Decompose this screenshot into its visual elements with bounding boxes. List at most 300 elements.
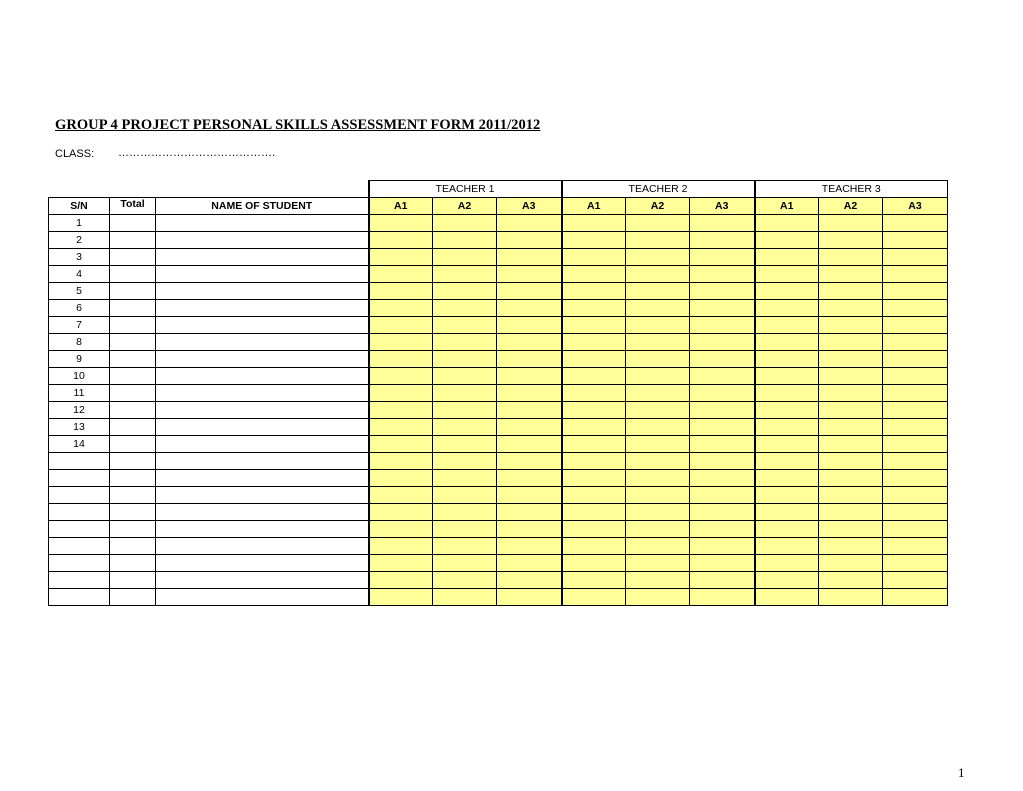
teacher-2-a1-score-cell[interactable]	[562, 402, 626, 419]
row-number	[49, 572, 110, 589]
student-name-cell[interactable]	[156, 300, 369, 317]
table-row	[49, 402, 948, 419]
teacher-2-a2-score-cell[interactable]	[626, 334, 690, 351]
teacher-3-a3-score-cell[interactable]	[883, 368, 948, 385]
teacher-3-a3-score-cell[interactable]	[883, 555, 948, 572]
teacher-2-a3-score-cell[interactable]	[690, 538, 755, 555]
table-row	[49, 538, 948, 555]
table-row	[49, 385, 948, 402]
teacher-2-a2-score-cell[interactable]	[626, 538, 690, 555]
teacher-3-a2-score-cell[interactable]	[819, 385, 883, 402]
teacher-2-a3-score-cell[interactable]	[690, 504, 755, 521]
teacher-3-a1-score-cell[interactable]	[755, 572, 819, 589]
header-spacer	[49, 181, 369, 198]
teacher-3-a2-score-cell[interactable]	[819, 589, 883, 606]
teacher-3-a1-score-cell[interactable]	[755, 589, 819, 606]
teacher-2-a3-score-cell[interactable]	[690, 283, 755, 300]
teacher-3-a1-score-cell[interactable]	[755, 283, 819, 300]
teacher-2-a3-score-cell[interactable]	[690, 215, 755, 232]
teacher-2-a1-score-cell[interactable]	[562, 504, 626, 521]
teacher-1-a1-score-cell[interactable]	[369, 215, 433, 232]
teacher-2-a2-score-cell[interactable]	[626, 266, 690, 283]
teacher-2-a2-score-cell[interactable]	[626, 470, 690, 487]
t3-a1-header: A1	[755, 198, 819, 215]
teacher-2-a1-score-cell[interactable]	[562, 283, 626, 300]
teacher-3-a2-score-cell[interactable]	[819, 215, 883, 232]
teacher-3-a1-score-cell[interactable]	[755, 470, 819, 487]
teacher-3-a2-score-cell[interactable]	[819, 487, 883, 504]
total-cell[interactable]	[110, 317, 156, 334]
teacher-3-a2-score-cell[interactable]	[819, 351, 883, 368]
teacher-2-a2-score-cell[interactable]	[626, 368, 690, 385]
total-cell[interactable]	[110, 385, 156, 402]
student-name-cell[interactable]	[156, 538, 369, 555]
total-cell[interactable]	[110, 521, 156, 538]
teacher-1-a3-score-cell[interactable]	[497, 589, 562, 606]
total-cell[interactable]	[110, 283, 156, 300]
teacher-2-a2-score-cell[interactable]	[626, 402, 690, 419]
teacher-1-a3-score-cell[interactable]	[497, 283, 562, 300]
teacher-2-a2-score-cell[interactable]	[626, 317, 690, 334]
teacher-1-a1-score-cell[interactable]	[369, 470, 433, 487]
student-name-cell[interactable]	[156, 266, 369, 283]
table-row	[49, 215, 948, 232]
teacher-1-a1-score-cell[interactable]	[369, 351, 433, 368]
student-name-cell[interactable]	[156, 470, 369, 487]
total-cell[interactable]	[110, 419, 156, 436]
student-rows	[49, 215, 948, 606]
teacher-2-a2-score-cell[interactable]	[626, 487, 690, 504]
teacher-2-a2-score-cell[interactable]	[626, 504, 690, 521]
student-name-cell[interactable]	[156, 283, 369, 300]
teacher-2-a3-score-cell[interactable]	[690, 487, 755, 504]
sn-header: S/N	[49, 198, 110, 215]
row-number	[49, 538, 110, 555]
row-number: 10	[49, 368, 110, 385]
student-name-cell[interactable]	[156, 487, 369, 504]
teacher-1-a2-score-cell[interactable]	[433, 300, 497, 317]
teacher-2-a2-score-cell[interactable]	[626, 283, 690, 300]
teacher-1-a1-score-cell[interactable]	[369, 453, 433, 470]
teacher-2-a1-score-cell[interactable]	[562, 300, 626, 317]
total-cell[interactable]	[110, 334, 156, 351]
student-name-cell[interactable]	[156, 351, 369, 368]
teacher-2-a3-score-cell[interactable]	[690, 266, 755, 283]
teacher-3-a2-score-cell[interactable]	[819, 283, 883, 300]
teacher-2-a1-score-cell[interactable]	[562, 470, 626, 487]
student-name-cell[interactable]	[156, 521, 369, 538]
teacher-2-a1-score-cell[interactable]	[562, 521, 626, 538]
table-row	[49, 572, 948, 589]
row-number: 8	[49, 334, 110, 351]
teacher-3-a1-score-cell[interactable]	[755, 453, 819, 470]
teacher-3-a3-score-cell[interactable]	[883, 504, 948, 521]
student-name-cell[interactable]	[156, 368, 369, 385]
teacher-3-a1-score-cell[interactable]	[755, 555, 819, 572]
total-cell[interactable]	[110, 589, 156, 606]
table-row	[49, 300, 948, 317]
teacher-3-a1-score-cell[interactable]	[755, 215, 819, 232]
teacher-3-a1-score-cell[interactable]	[755, 232, 819, 249]
teacher-1-a1-score-cell[interactable]	[369, 385, 433, 402]
row-number	[49, 487, 110, 504]
teacher-3-a1-score-cell[interactable]	[755, 334, 819, 351]
teacher-1-a3-score-cell[interactable]	[497, 215, 562, 232]
teacher-1-a2-score-cell[interactable]	[433, 589, 497, 606]
table-row	[49, 470, 948, 487]
teacher-3-a3-score-cell[interactable]	[883, 334, 948, 351]
teacher-2-a3-score-cell[interactable]	[690, 368, 755, 385]
teacher-1-a3-score-cell[interactable]	[497, 317, 562, 334]
teacher-1-a3-score-cell[interactable]	[497, 402, 562, 419]
total-cell[interactable]	[110, 436, 156, 453]
teacher-1-a3-score-cell[interactable]	[497, 419, 562, 436]
teacher-2-a2-score-cell[interactable]	[626, 300, 690, 317]
teacher-2-a2-score-cell[interactable]	[626, 419, 690, 436]
teacher-2-a1-score-cell[interactable]	[562, 589, 626, 606]
row-number: 12	[49, 402, 110, 419]
total-cell[interactable]	[110, 572, 156, 589]
table-row	[49, 334, 948, 351]
teacher-1-a2-score-cell[interactable]	[433, 402, 497, 419]
teacher-1-a2-score-cell[interactable]	[433, 385, 497, 402]
teacher-3-a3-score-cell[interactable]	[883, 453, 948, 470]
teacher-1-a2-score-cell[interactable]	[433, 266, 497, 283]
teacher-2-a2-score-cell[interactable]	[626, 589, 690, 606]
teacher-3-a2-score-cell[interactable]	[819, 232, 883, 249]
teacher-1-a1-score-cell[interactable]	[369, 402, 433, 419]
teacher-2-a3-score-cell[interactable]	[690, 572, 755, 589]
teacher-3-a2-score-cell[interactable]	[819, 521, 883, 538]
teacher-2-a1-score-cell[interactable]	[562, 385, 626, 402]
teacher-3-a2-score-cell[interactable]	[819, 317, 883, 334]
teacher-3-a2-score-cell[interactable]	[819, 334, 883, 351]
teacher-2-a1-score-cell[interactable]	[562, 232, 626, 249]
teacher-1-a2-score-cell[interactable]	[433, 521, 497, 538]
teacher-1-a1-score-cell[interactable]	[369, 555, 433, 572]
teacher-2-a1-score-cell[interactable]	[562, 368, 626, 385]
teacher-3-a1-score-cell[interactable]	[755, 351, 819, 368]
teacher-3-a3-score-cell[interactable]	[883, 538, 948, 555]
teacher-3-a2-score-cell[interactable]	[819, 538, 883, 555]
teacher-2-a3-score-cell[interactable]	[690, 249, 755, 266]
teacher-2-a1-score-cell[interactable]	[562, 419, 626, 436]
teacher-1-a2-score-cell[interactable]	[433, 470, 497, 487]
teacher-3-a1-score-cell[interactable]	[755, 402, 819, 419]
teacher-3-a2-score-cell[interactable]	[819, 419, 883, 436]
teacher-2-a3-score-cell[interactable]	[690, 232, 755, 249]
teacher-3-a3-score-cell[interactable]	[883, 402, 948, 419]
teacher-3-a2-score-cell[interactable]	[819, 504, 883, 521]
teacher-1-a2-score-cell[interactable]	[433, 453, 497, 470]
teacher-2-a3-score-cell[interactable]	[690, 317, 755, 334]
student-name-cell[interactable]	[156, 419, 369, 436]
teacher-2-a3-score-cell[interactable]	[690, 589, 755, 606]
teacher-1-a1-score-cell[interactable]	[369, 249, 433, 266]
teacher-1-a2-score-cell[interactable]	[433, 215, 497, 232]
student-name-cell[interactable]	[156, 249, 369, 266]
teacher-1-a3-score-cell[interactable]	[497, 351, 562, 368]
teacher-1-a1-score-cell[interactable]	[369, 317, 433, 334]
teacher-2-a3-score-cell[interactable]	[690, 521, 755, 538]
student-name-cell[interactable]	[156, 555, 369, 572]
teacher-2-a2-score-cell[interactable]	[626, 555, 690, 572]
teacher-3-a1-score-cell[interactable]	[755, 368, 819, 385]
teacher-2-a3-score-cell[interactable]	[690, 300, 755, 317]
total-cell[interactable]	[110, 538, 156, 555]
student-name-cell[interactable]	[156, 215, 369, 232]
teacher-1-a3-score-cell[interactable]	[497, 385, 562, 402]
teacher-3-a2-score-cell[interactable]	[819, 402, 883, 419]
teacher-3-a2-score-cell[interactable]	[819, 266, 883, 283]
teacher-3-a2-score-cell[interactable]	[819, 470, 883, 487]
teacher-1-a3-score-cell[interactable]	[497, 470, 562, 487]
teacher-3-a3-score-cell[interactable]	[883, 351, 948, 368]
teacher-3-a3-score-cell[interactable]	[883, 589, 948, 606]
table-row	[49, 436, 948, 453]
teacher-3-a1-score-cell[interactable]	[755, 385, 819, 402]
teacher-3-a2-score-cell[interactable]	[819, 249, 883, 266]
student-name-cell[interactable]	[156, 436, 369, 453]
teacher-3-a2-score-cell[interactable]	[819, 436, 883, 453]
teacher-1-a2-score-cell[interactable]	[433, 232, 497, 249]
total-cell[interactable]	[110, 215, 156, 232]
teacher-3-a3-score-cell[interactable]	[883, 487, 948, 504]
student-name-cell[interactable]	[156, 385, 369, 402]
teacher-1-a1-score-cell[interactable]	[369, 334, 433, 351]
teacher-1-a1-score-cell[interactable]	[369, 300, 433, 317]
teacher-1-a3-score-cell[interactable]	[497, 368, 562, 385]
teacher-2-a3-score-cell[interactable]	[690, 453, 755, 470]
teacher-1-a2-score-cell[interactable]	[433, 317, 497, 334]
teacher-2-a1-score-cell[interactable]	[562, 555, 626, 572]
teacher-1-a2-score-cell[interactable]	[433, 538, 497, 555]
teacher-2-a1-score-cell[interactable]	[562, 572, 626, 589]
teacher-1-a2-score-cell[interactable]	[433, 249, 497, 266]
t1-a3-header: A3	[497, 198, 562, 215]
teacher-1-a3-score-cell[interactable]	[497, 555, 562, 572]
teacher-3-a1-score-cell[interactable]	[755, 521, 819, 538]
teacher-3-a3-score-cell[interactable]	[883, 470, 948, 487]
student-name-cell[interactable]	[156, 317, 369, 334]
total-cell[interactable]	[110, 300, 156, 317]
teacher-1-a3-score-cell[interactable]	[497, 300, 562, 317]
teacher-3-a3-score-cell[interactable]	[883, 249, 948, 266]
total-cell[interactable]	[110, 487, 156, 504]
teacher-1-a3-score-cell[interactable]	[497, 249, 562, 266]
teacher-3-a3-score-cell[interactable]	[883, 572, 948, 589]
teacher-1-a2-score-cell[interactable]	[433, 283, 497, 300]
teacher-1-a3-score-cell[interactable]	[497, 453, 562, 470]
teacher-2-a3-score-cell[interactable]	[690, 436, 755, 453]
teacher-3-a1-score-cell[interactable]	[755, 436, 819, 453]
total-cell[interactable]	[110, 470, 156, 487]
teacher-2-a2-score-cell[interactable]	[626, 351, 690, 368]
table-row	[49, 504, 948, 521]
teacher-2-a1-score-cell[interactable]	[562, 351, 626, 368]
teacher-2-a3-score-cell[interactable]	[690, 555, 755, 572]
teacher-1-a1-score-cell[interactable]	[369, 419, 433, 436]
teacher-1-a3-score-cell[interactable]	[497, 436, 562, 453]
teacher-1-a3-score-cell[interactable]	[497, 504, 562, 521]
teacher-1-a3-score-cell[interactable]	[497, 572, 562, 589]
teacher-3-a3-score-cell[interactable]	[883, 283, 948, 300]
teacher-3-a2-score-cell[interactable]	[819, 572, 883, 589]
teacher-1-a1-score-cell[interactable]	[369, 504, 433, 521]
teacher-3-a1-score-cell[interactable]	[755, 504, 819, 521]
student-name-cell[interactable]	[156, 402, 369, 419]
teacher-1-a3-score-cell[interactable]	[497, 232, 562, 249]
teacher-2-a2-score-cell[interactable]	[626, 232, 690, 249]
row-number: 1	[49, 215, 110, 232]
teacher-1-a1-score-cell[interactable]	[369, 368, 433, 385]
total-cell[interactable]	[110, 402, 156, 419]
t3-a2-header: A2	[819, 198, 883, 215]
teacher-3-a3-score-cell[interactable]	[883, 215, 948, 232]
teacher-2-header: TEACHER 2	[562, 181, 755, 198]
total-cell[interactable]	[110, 351, 156, 368]
teacher-3-a3-score-cell[interactable]	[883, 266, 948, 283]
teacher-3-a1-score-cell[interactable]	[755, 487, 819, 504]
teacher-3-a1-score-cell[interactable]	[755, 538, 819, 555]
teacher-2-a2-score-cell[interactable]	[626, 436, 690, 453]
teacher-3-a3-score-cell[interactable]	[883, 317, 948, 334]
teacher-3-a3-score-cell[interactable]	[883, 385, 948, 402]
teacher-1-a1-score-cell[interactable]	[369, 436, 433, 453]
teacher-3-a3-score-cell[interactable]	[883, 232, 948, 249]
teacher-3-a1-score-cell[interactable]	[755, 266, 819, 283]
teacher-2-a2-score-cell[interactable]	[626, 572, 690, 589]
teacher-1-a2-score-cell[interactable]	[433, 334, 497, 351]
class-blank-line[interactable]: …………………………………….	[118, 147, 276, 159]
teacher-1-a2-score-cell[interactable]	[433, 351, 497, 368]
teacher-2-a1-score-cell[interactable]	[562, 317, 626, 334]
student-name-cell[interactable]	[156, 453, 369, 470]
teacher-1-a1-score-cell[interactable]	[369, 266, 433, 283]
teacher-1-a1-score-cell[interactable]	[369, 572, 433, 589]
teacher-1-a1-score-cell[interactable]	[369, 589, 433, 606]
student-name-cell[interactable]	[156, 232, 369, 249]
teacher-1-a1-score-cell[interactable]	[369, 487, 433, 504]
student-name-cell[interactable]	[156, 572, 369, 589]
column-header-row	[49, 198, 948, 215]
teacher-1-a2-score-cell[interactable]	[433, 368, 497, 385]
teacher-2-a2-score-cell[interactable]	[626, 521, 690, 538]
student-name-cell[interactable]	[156, 334, 369, 351]
teacher-2-a3-score-cell[interactable]	[690, 334, 755, 351]
teacher-1-a3-score-cell[interactable]	[497, 521, 562, 538]
teacher-1-a1-score-cell[interactable]	[369, 232, 433, 249]
teacher-2-a1-score-cell[interactable]	[562, 215, 626, 232]
teacher-2-a3-score-cell[interactable]	[690, 419, 755, 436]
t3-a3-header: A3	[883, 198, 948, 215]
teacher-3-a2-score-cell[interactable]	[819, 555, 883, 572]
teacher-1-a2-score-cell[interactable]	[433, 504, 497, 521]
page-number: 1	[958, 765, 965, 780]
teacher-2-a2-score-cell[interactable]	[626, 249, 690, 266]
teacher-1-a2-score-cell[interactable]	[433, 487, 497, 504]
teacher-1-a3-score-cell[interactable]	[497, 538, 562, 555]
teacher-3-a3-score-cell[interactable]	[883, 436, 948, 453]
teacher-1-a1-score-cell[interactable]	[369, 283, 433, 300]
teacher-3-a3-score-cell[interactable]	[883, 419, 948, 436]
t2-a1-header: A1	[562, 198, 626, 215]
row-number: 14	[49, 436, 110, 453]
row-number	[49, 504, 110, 521]
row-number	[49, 453, 110, 470]
name-header: NAME OF STUDENT	[156, 198, 369, 215]
teacher-1-a3-score-cell[interactable]	[497, 487, 562, 504]
teacher-2-a3-score-cell[interactable]	[690, 385, 755, 402]
t2-a3-header: A3	[690, 198, 755, 215]
row-number	[49, 470, 110, 487]
class-label: CLASS:	[55, 148, 95, 160]
total-cell[interactable]	[110, 249, 156, 266]
assessment-table	[48, 180, 948, 606]
teacher-2-a1-score-cell[interactable]	[562, 487, 626, 504]
teacher-1-a1-score-cell[interactable]	[369, 521, 433, 538]
teacher-3-a3-score-cell[interactable]	[883, 521, 948, 538]
teacher-1-a3-score-cell[interactable]	[497, 266, 562, 283]
row-number: 13	[49, 419, 110, 436]
teacher-2-a3-score-cell[interactable]	[690, 402, 755, 419]
teacher-2-a1-score-cell[interactable]	[562, 266, 626, 283]
table-row	[49, 317, 948, 334]
table-row	[49, 419, 948, 436]
teacher-3-a1-score-cell[interactable]	[755, 317, 819, 334]
teacher-2-a1-score-cell[interactable]	[562, 453, 626, 470]
total-cell[interactable]	[110, 504, 156, 521]
teacher-3-a1-score-cell[interactable]	[755, 419, 819, 436]
teacher-2-a1-score-cell[interactable]	[562, 538, 626, 555]
teacher-2-a2-score-cell[interactable]	[626, 385, 690, 402]
table-row	[49, 283, 948, 300]
total-cell[interactable]	[110, 368, 156, 385]
teacher-1-a2-score-cell[interactable]	[433, 572, 497, 589]
teacher-2-a2-score-cell[interactable]	[626, 215, 690, 232]
student-name-cell[interactable]	[156, 504, 369, 521]
teacher-2-a1-score-cell[interactable]	[562, 334, 626, 351]
teacher-2-a1-score-cell[interactable]	[562, 249, 626, 266]
table-row	[49, 232, 948, 249]
table-row	[49, 368, 948, 385]
teacher-1-a3-score-cell[interactable]	[497, 334, 562, 351]
teacher-2-a3-score-cell[interactable]	[690, 470, 755, 487]
teacher-3-a1-score-cell[interactable]	[755, 300, 819, 317]
teacher-2-a2-score-cell[interactable]	[626, 453, 690, 470]
teacher-1-a2-score-cell[interactable]	[433, 419, 497, 436]
total-cell[interactable]	[110, 266, 156, 283]
teacher-3-a1-score-cell[interactable]	[755, 249, 819, 266]
total-cell[interactable]	[110, 453, 156, 470]
teacher-3-a2-score-cell[interactable]	[819, 300, 883, 317]
row-number: 9	[49, 351, 110, 368]
row-number: 2	[49, 232, 110, 249]
teacher-1-a1-score-cell[interactable]	[369, 538, 433, 555]
teacher-3-a2-score-cell[interactable]	[819, 453, 883, 470]
teacher-2-a1-score-cell[interactable]	[562, 436, 626, 453]
total-cell[interactable]	[110, 555, 156, 572]
teacher-1-a2-score-cell[interactable]	[433, 555, 497, 572]
teacher-3-a3-score-cell[interactable]	[883, 300, 948, 317]
teacher-1-a2-score-cell[interactable]	[433, 436, 497, 453]
teacher-2-a3-score-cell[interactable]	[690, 351, 755, 368]
total-cell[interactable]	[110, 232, 156, 249]
table-row	[49, 351, 948, 368]
teacher-3-a2-score-cell[interactable]	[819, 368, 883, 385]
student-name-cell[interactable]	[156, 589, 369, 606]
t2-a2-header: A2	[626, 198, 690, 215]
